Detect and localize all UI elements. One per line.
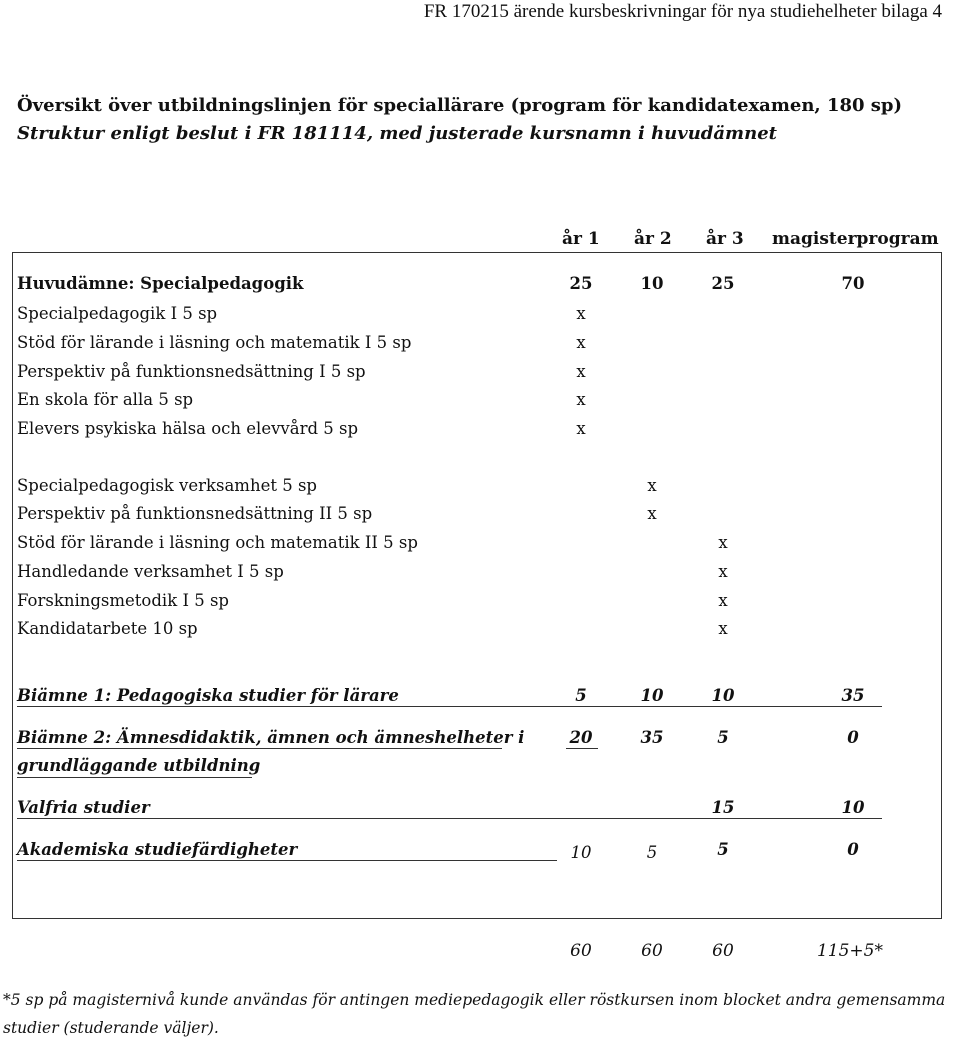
course-row: Handledande verksamhet I 5 sp xyxy=(17,562,284,581)
minor1-label: Biämne 1: Pedagogiska studier för lärare xyxy=(17,686,399,705)
main-subject-year3: 25 xyxy=(711,274,735,293)
minor2-underline-2 xyxy=(17,777,252,778)
total-year2: 60 xyxy=(641,941,663,961)
column-year2: år 2 xyxy=(634,229,672,249)
academic-label: Akademiska studiefärdigheter xyxy=(17,840,298,859)
elective-underline xyxy=(17,818,882,819)
minor2-year1: 20 xyxy=(569,728,593,747)
total-year1: 60 xyxy=(570,941,592,961)
minor2-label-cont: grundläggande utbildning xyxy=(17,756,261,775)
column-year3: år 3 xyxy=(706,229,744,249)
course-mark: x xyxy=(647,504,657,523)
course-mark: x xyxy=(718,562,728,581)
course-mark: x xyxy=(718,533,728,552)
course-mark: x xyxy=(576,362,586,381)
course-row: Elevers psykiska hälsa och elevvård 5 sp xyxy=(17,419,359,438)
course-row: Forskningsmetodik I 5 sp xyxy=(17,591,229,610)
minor1-master: 35 xyxy=(841,686,865,705)
course-row: Specialpedagogik I 5 sp xyxy=(17,304,218,323)
minor2-year2: 35 xyxy=(640,728,664,747)
elective-year3: 15 xyxy=(711,798,735,817)
academic-year1: 10 xyxy=(570,843,592,862)
minor2-underline xyxy=(17,748,502,749)
course-row: Perspektiv på funktionsnedsättning I 5 sp xyxy=(17,362,366,381)
course-row: Stöd för lärande i läsning och matematik II 5 sp xyxy=(17,533,418,552)
academic-underline xyxy=(17,860,557,861)
minor2-year3: 5 xyxy=(717,728,729,747)
document-header: FR 170215 ärende kursbeskrivningar för nya studiehelheter bilaga 4 xyxy=(423,1,942,22)
page-title: Översikt över utbildningslinjen för speciallärare (program för kandidatexamen, 180 sp) xyxy=(17,95,903,116)
minor1-year2: 10 xyxy=(640,686,664,705)
elective-label: Valfria studier xyxy=(17,798,150,817)
course-row: Stöd för lärande i läsning och matematik I 5 sp xyxy=(17,333,412,352)
main-subject-label: Huvudämne: Specialpedagogik xyxy=(17,274,304,293)
elective-master: 10 xyxy=(841,798,865,817)
main-subject-year1: 25 xyxy=(569,274,593,293)
page-subtitle: Struktur enligt beslut i FR 181114, med justerade kursnamn i huvudämnet xyxy=(17,123,777,144)
course-mark: x xyxy=(576,390,586,409)
course-mark: x xyxy=(576,419,586,438)
academic-year3: 5 xyxy=(717,840,729,859)
course-row: Kandidatarbete 10 sp xyxy=(17,619,198,638)
course-row: Perspektiv på funktionsnedsättning II 5 sp xyxy=(17,504,373,523)
main-subject-master: 70 xyxy=(841,274,865,293)
course-mark: x xyxy=(718,619,728,638)
minor2-master: 0 xyxy=(847,728,859,747)
minor1-year1: 5 xyxy=(575,686,587,705)
course-mark: x xyxy=(576,333,586,352)
course-row: En skola för alla 5 sp xyxy=(17,390,194,409)
main-subject-year2: 10 xyxy=(640,274,664,293)
course-mark: x xyxy=(718,591,728,610)
academic-master: 0 xyxy=(847,840,859,859)
minor2-label: Biämne 2: Ämnesdidaktik, ämnen och ämneshelheter i xyxy=(17,728,525,747)
column-master: magisterprogram xyxy=(772,229,939,249)
column-year1: år 1 xyxy=(562,229,600,249)
academic-year2: 5 xyxy=(646,843,658,862)
total-year3: 60 xyxy=(712,941,734,961)
minor2-underline-3 xyxy=(566,748,598,749)
course-row: Specialpedagogisk verksamhet 5 sp xyxy=(17,476,317,495)
course-mark: x xyxy=(647,476,657,495)
course-mark: x xyxy=(576,304,586,323)
minor1-underline xyxy=(17,706,882,707)
minor1-year3: 10 xyxy=(711,686,735,705)
footnote: *5 sp på magisternivå kunde användas för antingen mediepedagogik eller röstkursen inom blocket andra gemensamma studier (studerande väljer). xyxy=(3,991,946,1037)
total-master: 115+5* xyxy=(816,941,883,961)
